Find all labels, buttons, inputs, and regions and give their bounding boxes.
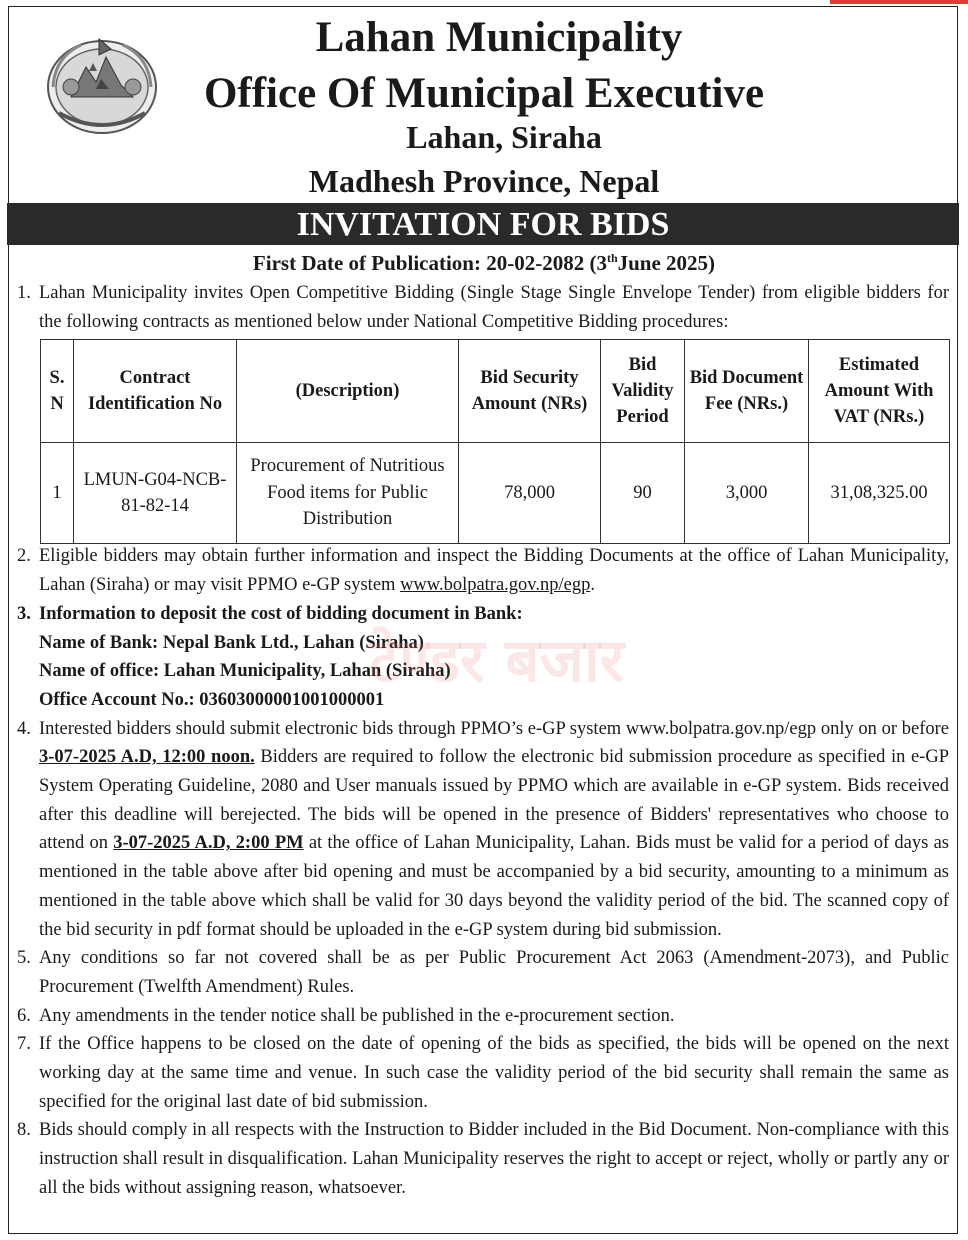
notice-item-2 [17,542,949,599]
item-4-part3: at the office of Lahan Municipality, Lahan. Bids must be valid for a period of days as mentioned in the table above after bid opening and must be accompanied by a bid security, amounting to a minimum as mentioned in the table above which shall be valid for 30 days beyond the validity period of the bid. The scanned copy of the bid security in pdf format should be uploaded in the e-GP system during bid submission. [39,833,949,940]
item-4-part1: Interested bidders should submit electronic bids through PPMO’s e-GP system www.bolpatra.gov.np/egp only on or before [39,718,949,739]
item-text [39,542,949,599]
province-name: Madhesh Province, Nepal [308,163,660,199]
item-text [39,600,949,715]
notice-item-6 [17,1002,949,1031]
item-text: Any amendments in the tender notice shall be published in the e-procurement section. [39,1005,675,1026]
item-text: Any conditions so far not covered shall be as per Public Procurement Act 2063 (Amendment-2073), and Public Procurement (Twelfth Amendment) Rules. [39,948,949,997]
item-number: 4. [17,718,31,739]
table-header-row [41,340,950,443]
top-red-strip [830,0,968,4]
bank-account: Office Account No.: 03603000001001000001 [39,689,385,710]
publication-date-sup: th [606,251,618,265]
publication-date-prefix: First Date of Publication: 20-02-2082 (3 [252,251,607,275]
cell-validity: 90 [601,443,685,544]
item-2-end: . [590,575,595,596]
notice-header [9,7,959,203]
col-header-estimate: Estimated Amount With VAT (NRs.) [809,340,950,443]
item-text: If the Office happens to be closed on the date of opening of the bids as specified, the bids will be opened on the next working day at the same time and venue. In such case the validity period of the bid security shall remain the same as specified for the original last date of bid submission. [39,1034,949,1112]
item-number: 2. [17,546,31,567]
egp-link[interactable]: www.bolpatra.gov.np/egp [400,575,591,596]
table-row [41,443,950,544]
notice-item-4 [17,715,949,945]
bank-name: Name of Bank: Nepal Bank Ltd., Lahan (Siraha) [39,632,424,653]
cell-contract: LMUN-G04-NCB-81-82-14 [74,443,237,544]
item-2-body: Eligible bidders may obtain further information and inspect the Bidding Documents at the office of Lahan Municipality, Lahan (Siraha) or may visit PPMO e-GP system [39,546,949,596]
col-header-security: Bid Security Amount (NRs) [459,340,601,443]
col-header-contract: Contract Identification No [74,340,237,443]
item-text: Bids should comply in all respects with the Instruction to Bidder included in the Bid Document. Non-compliance with this instruction shall result in disqualification. Lahan Municipality reserves the right to accept or reject, wholly or partly any or all the bids without assigning reason, whatsoever. [39,1120,949,1198]
bank-info-title: Information to deposit the cost of bidding document in Bank: [39,603,523,624]
notice-title-banner: INVITATION FOR BIDS [7,203,959,245]
cell-estimate: 31,08,325.00 [809,443,950,544]
bank-office: Name of office: Lahan Municipality, Lahan (Siraha) [39,661,451,682]
bids-table [40,339,950,544]
watermark: टेण्डर बजार [369,626,625,696]
item-number: 6. [17,1005,31,1026]
cell-security: 78,000 [459,443,601,544]
office-name: Office Of Municipal Executive [203,70,765,117]
item-number: 5. [17,948,31,969]
notice-item-7 [17,1030,949,1116]
col-header-sn: S. N [41,340,74,443]
notice-item-5 [17,944,949,1001]
notice-item-3 [17,600,949,715]
item-number: 1. [17,283,31,303]
item-text: Lahan Municipality invites Open Competitive Bidding (Single Stage Single Envelope Tender) from eligible bidders for the following contracts as mentioned below under National Competitive Bidding procedures: [39,283,949,332]
item-text [39,715,949,945]
col-header-fee: Bid Document Fee (NRs.) [685,340,809,443]
item-4-part2: Bidders are required to follow the electronic bid submission procedure as specified in e-GP System Operating Guideline, 2080 and User manuals issued by PPMO which are available in e-GP system. Bids received after this deadline will berejected. The bids will be opened in the presence of Bidders' representatives who choose to attend on [39,747,949,854]
item-number: 8. [17,1120,31,1141]
submission-deadline: 3-07-2025 A.D, 12:00 noon. [39,747,255,768]
publication-date-suffix: June 2025) [617,251,716,275]
col-header-validity: Bid Validity Period [601,340,685,443]
notice-item-8 [17,1116,949,1202]
opening-date: 3-07-2025 A.D, 2:00 PM [113,833,304,854]
item-number: 3. [17,603,31,624]
col-header-description: (Description) [237,340,459,443]
notice-frame [8,6,958,1234]
office-location: Lahan, Siraha [406,119,602,155]
municipality-name: Lahan Municipality [315,14,683,61]
cell-fee: 3,000 [685,443,809,544]
cell-sn: 1 [41,443,74,544]
cell-description: Procurement of Nutritious Food items for Public Distribution [237,443,459,544]
notice-item-1 [17,279,949,336]
publication-date [9,251,959,276]
item-number: 7. [17,1034,31,1055]
